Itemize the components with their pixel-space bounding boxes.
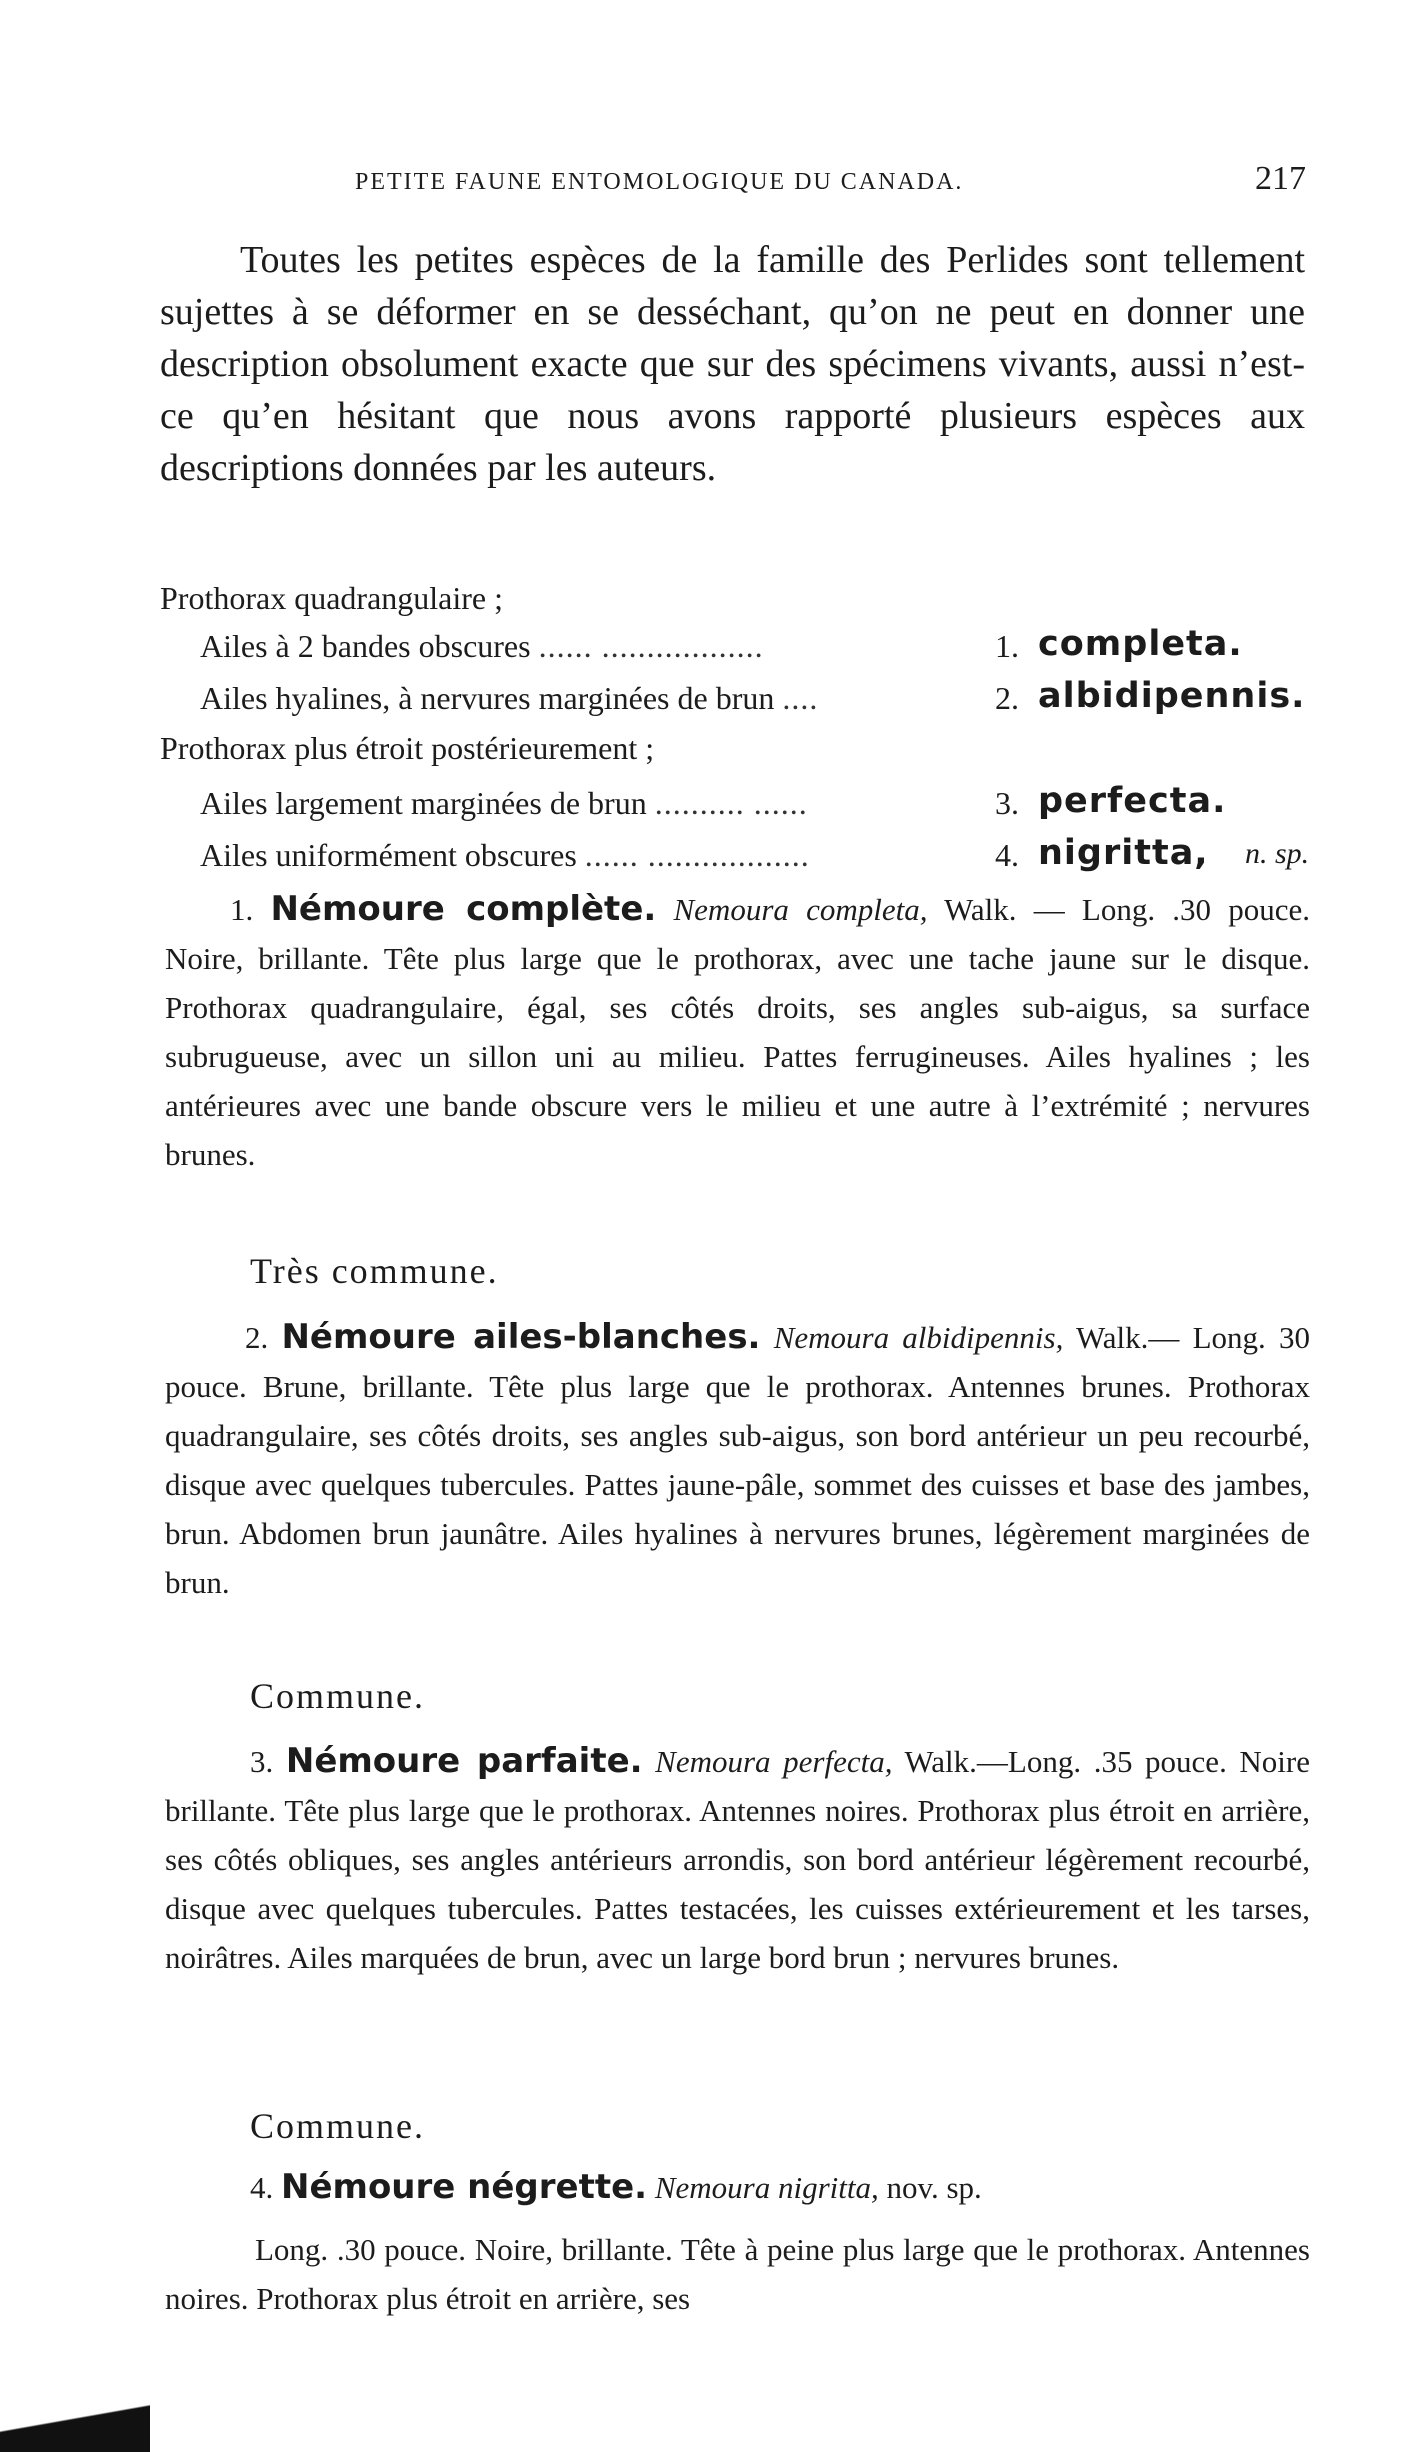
running-header (355, 160, 1306, 198)
entry-title: Némoure parfaite. (285, 1741, 643, 1781)
key-item-text: Ailes uniformément obscures (200, 837, 577, 873)
intro-paragraph (160, 234, 1305, 494)
key-item-text: Ailes largement marginées de brun (200, 785, 647, 821)
entry-frequency: Très commune. (250, 1251, 499, 1291)
key-item-note: n. sp. (1245, 837, 1310, 870)
species-entry-3 (165, 1737, 1310, 1982)
key-item-number: 1. (995, 628, 1019, 664)
key-item-dots: ...... .................. (538, 628, 764, 664)
key-item-1 (200, 624, 1300, 665)
key-item-species: completa. (1038, 624, 1243, 664)
species-entry-4-title (250, 2163, 1250, 2212)
entry-description: Walk. — Long. .30 pouce. Noire, brillante. Tête plus large que le prothorax, avec une tache jaune sur le disque. Prothorax quadrangulaire, égal, ses côtés droits, ses angles sub-aigus, sa surface subrugueuse, avec un sillon uni au milieu. Pattes ferrugineuses. Ailes hyalines ; les antérieures avec une bande obscure vers le milieu et une autre à l’extrémité ; nervures brunes. (165, 892, 1310, 1172)
entry-number: 4. (250, 2170, 274, 2205)
entry-latin-name: Nemoura nigritta, (654, 2170, 879, 2205)
key-item-dots: ...... .................. (584, 837, 810, 873)
entry-description: Walk.—Long. .35 pouce. Noire brillante. Tête plus large que le prothorax. Antennes noires. Prothorax plus étroit en arrière, ses côtés obliques, ses angles antérieurs arrondis, son bord antérieur légèrement recourbé, disque avec quelques tubercules. Pattes testacées, les cuisses extérieurement et les tarses, noirâtres. Ailes marquées de brun, avec un large bord brun ; nervures brunes. (165, 1744, 1311, 1975)
key-item-4 (200, 833, 1310, 874)
key-item-species: perfecta. (1038, 781, 1227, 821)
entry-number: 2. (245, 1320, 269, 1355)
key-item-species: nigritta, (1038, 833, 1209, 873)
key-item-text: Ailes hyalines, à nervures marginées de brun (200, 680, 775, 716)
intro-text: Toutes les petites espèces de la famille des Perlides sont tellement sujettes à se déformer en se desséchant, qu’on ne peut en donner une description obsolument exacte que sur des spécimens vivants, aussi n’est-ce qu’en hésitant que nous avons rapporté plusieurs espèces aux descriptions données par les auteurs. (160, 239, 1305, 489)
entry-title: Némoure négrette. (281, 2167, 648, 2207)
species-entry-1 (165, 885, 1310, 1179)
entry-description: Long. .30 pouce. Noire, brillante. Tête à peine plus large que le prothorax. Antennes noires. Prothorax plus étroit en arrière, ses (165, 2232, 1310, 2316)
entry-title: Némoure complète. (270, 889, 657, 929)
key-group-1: Prothorax quadrangulaire ; (160, 580, 503, 616)
key-item-species: albidipennis. (1038, 676, 1306, 716)
entry-frequency: Commune. (250, 1676, 425, 1716)
page-number: 217 (1255, 160, 1306, 197)
running-title: PETITE FAUNE ENTOMOLOGIQUE DU CANADA. (355, 169, 964, 195)
species-entry-4 (165, 2225, 1310, 2323)
scan-edge-shadow (0, 2392, 150, 2452)
key-item-number: 4. (995, 837, 1019, 873)
key-group-2: Prothorax plus étroit postérieurement ; (160, 730, 655, 766)
entry-number: 3. (250, 1744, 274, 1779)
entry-number: 1. (230, 892, 254, 927)
entry-note: nov. sp. (886, 2170, 982, 2205)
entry-title: Némoure ailes-blanches. (281, 1317, 761, 1357)
entry-latin-name: Nemoura perfecta, (655, 1744, 893, 1779)
key-item-3 (200, 781, 1300, 822)
key-item-number: 2. (995, 680, 1019, 716)
species-key (160, 580, 1310, 890)
key-item-number: 3. (995, 785, 1019, 821)
key-item-dots: .......... ...... (654, 785, 808, 821)
key-item-2 (200, 676, 1306, 717)
entry-latin-name: Nemoura completa, (673, 892, 928, 927)
entry-frequency: Commune. (250, 2106, 425, 2146)
entry-description: Walk.— Long. 30 pouce. Brune, brillante. Tête plus large que le prothorax. Antennes brunes. Prothorax quadrangulaire, ses côtés droits, ses angles sub-aigus, son bord antérieur un peu recourbé, disque avec quelques tubercules. Pattes jaune-pâle, sommet des cuisses et base des jambes, brun. Abdomen brun jaunâtre. Ailes hyalines à nervures brunes, légèrement marginées de brun. (165, 1320, 1310, 1600)
key-item-dots: .... (782, 680, 819, 716)
key-item-text: Ailes à 2 bandes obscures (200, 628, 531, 664)
species-entry-2 (165, 1313, 1310, 1607)
entry-latin-name: Nemoura albidipennis, (773, 1320, 1064, 1355)
